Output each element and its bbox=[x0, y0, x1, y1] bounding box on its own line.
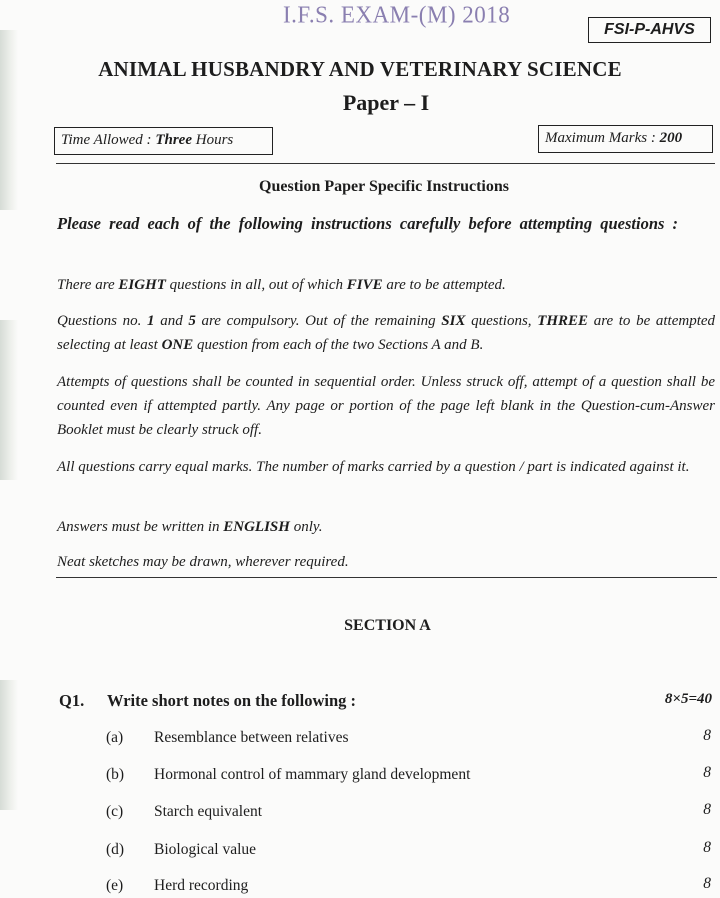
instructions-heading: Question Paper Specific Instructions bbox=[259, 178, 509, 195]
divider bbox=[56, 163, 715, 164]
divider bbox=[56, 577, 717, 578]
part-text: Herd recording bbox=[154, 877, 249, 894]
instruction-attempts: Attempts of questions shall be counted in sequential order. Unless struck off, attempt of a question shall be counted even if attempted partly. Any page or portion of the page left blank in the Question-cum-Answer Booklet must be clearly struck off. bbox=[57, 374, 715, 438]
part-marks: 8 bbox=[703, 839, 711, 856]
instruction-marks: All questions carry equal marks. The number of marks carried by a question / part is indicated against it. bbox=[57, 459, 690, 475]
part-marks: 8 bbox=[703, 875, 711, 892]
read-notice: Please read each of the following instructions carefully before attempting questions : bbox=[57, 214, 679, 233]
instruction-sketches: Neat sketches may be drawn, wherever required. bbox=[57, 554, 349, 570]
instruction-language: Answers must be written in ENGLISH only. bbox=[57, 519, 323, 535]
part-label: (e) bbox=[106, 877, 124, 894]
scan-edge-shadow bbox=[0, 320, 18, 480]
part-text: Biological value bbox=[154, 841, 257, 858]
question-text: Write short notes on the following : bbox=[107, 691, 357, 710]
part-label: (b) bbox=[106, 766, 125, 783]
part-text: Resemblance between relatives bbox=[154, 729, 349, 746]
part-marks: 8 bbox=[703, 727, 711, 744]
part-marks: 8 bbox=[703, 801, 711, 818]
part-text: Starch equivalent bbox=[154, 803, 263, 820]
maximum-marks-box: Maximum Marks : 200 bbox=[538, 125, 713, 153]
instruction-question-count: There are EIGHT questions in all, out of which FIVE are to be attempted. bbox=[57, 277, 506, 293]
part-label: (c) bbox=[106, 803, 124, 820]
question-marks: 8×5=40 bbox=[664, 691, 712, 707]
part-label: (d) bbox=[106, 841, 125, 858]
instruction-compulsory: Questions no. 1 and 5 are compulsory. Out of the remaining SIX questions, THREE are to be attempted selecting at least ONE question from each of the two Sections A and B. bbox=[57, 313, 716, 353]
exam-stamp: I.F.S. EXAM-(M) 2018 bbox=[283, 1, 511, 28]
paper-code: FSI-P-AHVS bbox=[588, 17, 711, 43]
part-marks: 8 bbox=[703, 764, 711, 781]
part-text: Hormonal control of mammary gland development bbox=[154, 766, 471, 783]
part-label: (a) bbox=[106, 729, 124, 746]
subject-title: ANIMAL HUSBANDRY AND VETERINARY SCIENCE bbox=[98, 57, 622, 81]
scan-edge-shadow bbox=[0, 680, 18, 810]
section-heading: SECTION A bbox=[344, 617, 431, 634]
paper-title: Paper – I bbox=[342, 90, 430, 115]
time-allowed-box: Time Allowed : Three Hours bbox=[54, 127, 273, 155]
question-number: Q1. bbox=[59, 691, 85, 710]
